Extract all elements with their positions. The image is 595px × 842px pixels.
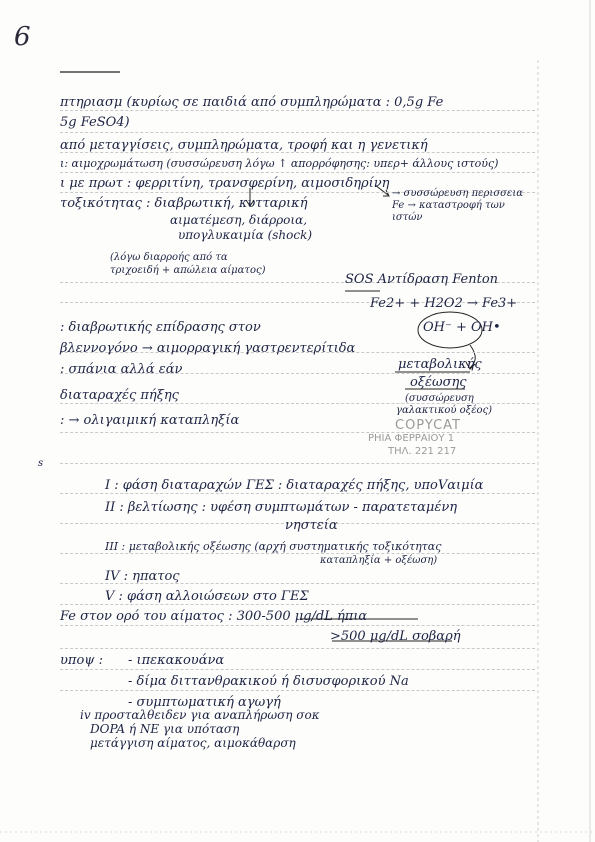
copy-stamp-phone: ΤΗΛ. 221 217 [388,446,457,457]
copy-stamp-name: COPYCAT [395,418,461,433]
ruled-line [60,625,535,626]
metabolic-4: γαλακτικού οξέος) [396,405,493,416]
treatment-label: υποψ : [60,653,103,668]
note-line-10: βλεννογόνο → αιμορραγική γαστρεντερίτιδα [60,341,356,356]
hydroxyl-radical: OH⁻ + OH• [423,320,501,335]
ruled-line [60,648,535,649]
note-line-1: πτηριασμ (κυρίως σε παιδιά από συμπληρώματα : 0,5g Fe [60,95,444,110]
treatment-5: DOPA ή NE για υπόταση [90,722,240,736]
ruled-line [60,690,535,691]
sos-fenton: SOS Αντίδραση Fenton [345,272,499,287]
page-number: 6 [14,22,31,52]
note-line-4: ι: αιμοχρωμάτωση (συσσώρευση λόγω ↑ απορρόφησης: υπερ+ άλλους ιστούς) [60,157,499,170]
ruled-line [60,493,535,494]
treatment-1: - ιπεκακουάνα [128,653,225,668]
note-leak-2: τριχοειδή + απώλεια αίματος) [110,265,266,276]
treatment-2: - δίμα διττανθρακικού ή δισυσφορικού Na [128,674,409,689]
treatment-4: iv προσταλθειδεν για αναπλήρωση σοκ [80,708,320,722]
note-symptoms-2: υπογλυκαιμία (shock) [178,228,313,242]
ruled-line [60,132,535,133]
note-symptoms-1: αιματέμεση, διάρροια, [170,213,308,227]
fenton-reaction: Fe2+ + H2O2 → Fe3+ [370,296,518,311]
iron-level-2: >500 μg/dL σοβαρή [330,629,461,644]
phase-4: IV : ηπατος [105,569,180,584]
copy-stamp-address: ΡΗΙΑ ΦΕΡΡΑΙΟΥ 1 [368,433,455,444]
ruled-line [60,110,535,111]
phase-2a: II : βελτίωσης : υφέση συμπτωμάτων - παρατεταμένη [105,500,458,515]
note-accumulation: → συσσώρευση περισσεια Fe → καταστροφή των ιστών [392,188,524,223]
ruled-line [60,463,535,464]
metabolic-3: (συσσώρευση [405,393,474,404]
treatment-3: - συμπτωματική αγωγή [128,695,281,710]
margin-mark: s [38,458,44,469]
note-line-6: τοξικότητας : διαβρωτική, κυτταρική [60,196,308,211]
ruled-line [60,432,535,433]
ruled-line [60,553,535,554]
iron-level-1: Fe στον ορό του αίματος : 300-500 μg/dL ήπια [60,609,368,624]
ruled-line [60,172,535,173]
note-line-12: διαταραχές πήξης [60,388,179,403]
note-line-9: : διαβρωτικής επίδρασης στον [60,320,261,335]
metabolic-1: μεταβολικής [398,357,482,372]
note-line-13: : → ολιγαιμική καταπληξία [60,413,240,428]
note-line-2: 5g FeSO4) [60,115,130,130]
note-line-11: : σπάνια αλλά εάν [60,362,183,377]
phase-3b: καταπληξία + οξέωση) [320,555,438,566]
ruled-line [60,604,535,605]
note-leak-1: (λόγω διαρροής από τα [110,252,228,263]
metabolic-2: οξέωσης [410,375,467,390]
note-line-5: ι με πρωτ : φερριτίνη, τρανσφερίνη, αιμοσιδηρίνη [60,176,390,191]
phase-2b: νηστεία [285,518,338,533]
phase-1: I : φάση διαταραχών ΓΕΣ : διαταραχές πήξης, υποVαιμία [105,478,484,493]
treatment-6: μετάγγιση αίματος, αιμοκάθαρση [90,736,296,750]
note-line-3: από μεταγγίσεις, συμπληρώματα, τροφή και η γενετική [60,138,428,153]
ruled-line [60,669,535,670]
phase-3a: III : μεταβολικής οξέωσης (αρχή συστηματικής τοξικότητας [105,540,442,553]
phase-5: V : φάση αλλοιώσεων στο ΓΕΣ [105,589,309,604]
